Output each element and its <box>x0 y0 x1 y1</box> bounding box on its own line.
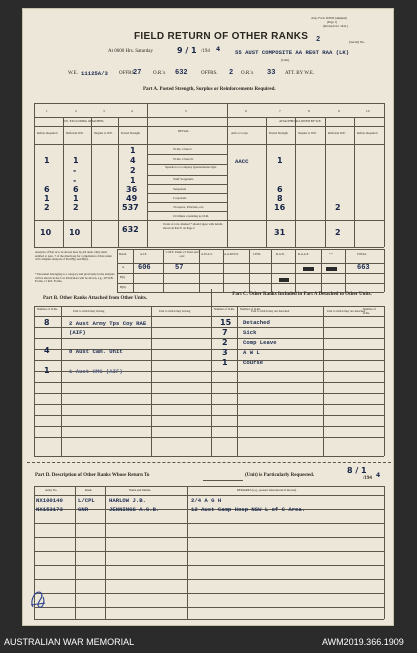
col-num-7: 7 <box>279 109 281 113</box>
analysis-row-label: B(i) <box>120 275 125 279</box>
row-value: - <box>73 176 77 185</box>
part-d-header: REMARKS (e.g., present whereabouts if known). <box>237 488 297 492</box>
analysis-row-label: B(ii) <box>120 285 126 289</box>
group-attached: ATTACHED ALLOWED BY W.E. <box>279 119 322 123</box>
row-value: 2 <box>130 166 136 175</box>
part-b-unit: 8 Aust Cam. Unit <box>69 348 123 355</box>
part-d-unit-label: (Unit) is Particularly Requested. <box>245 473 315 478</box>
part-d-remarks: 2/4 A G H <box>191 497 222 504</box>
row-value: 6 <box>73 185 79 194</box>
part-d-header: Name and Initials. <box>129 488 152 492</box>
analysis-header: Detail <box>119 252 127 256</box>
row-detail: Staff Sergeants <box>173 177 194 181</box>
row-value: 6 <box>277 185 283 194</box>
date-value: 9 / 1 <box>177 46 197 55</box>
analysis-aif: 606 <box>138 264 151 272</box>
row-value-total: 31 <box>274 228 286 237</box>
part-c-header: Number of O.Rs. <box>240 307 261 311</box>
redaction-mark <box>326 267 337 271</box>
ors-label: O.R.'s <box>153 71 166 76</box>
row-value: 1 <box>130 146 136 155</box>
part-c-num: 7 <box>222 328 228 337</box>
part-c-title: Part C. Other Ranks Included in Part A Detached to Other Units. <box>232 292 372 297</box>
part-c-header: Number of O.Rs. <box>363 307 377 315</box>
row-detail: Sergeants <box>173 187 187 191</box>
col-num-4: 4 <box>131 109 133 113</box>
row-value-total: 632 <box>122 225 139 234</box>
part-a-title: Part A. Posted Strength, Surplus or Reinforcements Required. <box>143 87 276 92</box>
sub-header-surplus-att: Surplus to W.E. <box>298 131 317 135</box>
perforation-line <box>27 462 391 463</box>
analysis-header: R.A.A.F. <box>298 252 309 256</box>
analysis-note: Analysis of Part A to be shown here by All units. Only units entitled to para. 7 of the directions for compilation of this return will complete analysis of Part B(i) and B(ii). <box>35 250 112 262</box>
offrs-label: OFFRS. <box>119 71 136 76</box>
part-c-num: 3 <box>222 348 228 357</box>
row-value-total: 10 <box>40 228 52 237</box>
part-b-header: Number of O.Rs. <box>37 307 58 311</box>
part-d-year-label: /194 <box>363 476 372 481</box>
part-c-unit: Comp Leave <box>243 339 277 346</box>
analysis-note-2: * Personnel belonging to a category and previously in the analysis will be shown in the Col. Particulars will be shown, e.g., 28 W.B. Forms, 11 R.E. Forms. <box>35 272 115 284</box>
group-we-excluding: W.E. EXCLUDING ATTACHED. <box>63 119 105 123</box>
part-c-unit: A W L <box>243 349 260 356</box>
row-value: 1 <box>73 156 79 165</box>
unit-value: 55 AUST COMPOSITE AA REGT RAA (LK) <box>235 49 350 56</box>
col-num-5: 5 <box>185 109 187 113</box>
part-c-unit: Detached <box>243 319 270 326</box>
row-value: 2 <box>73 203 79 212</box>
serial-label: (Serial) No. <box>349 40 366 44</box>
unit-label: (Unit) <box>281 58 290 62</box>
part-d-army-no: NX153173 <box>36 506 63 513</box>
part-d-header: Army No. <box>45 488 58 492</box>
sub-header-deficient: Deficient W.E. <box>66 131 84 135</box>
row-value-arm: AACC <box>235 158 249 165</box>
part-b-unit: 1 Aust HMC (AIF) <box>69 368 123 375</box>
row-detail: Troopers, Privates, etc. <box>173 205 205 209</box>
analysis-header: R.A.N. <box>276 252 285 256</box>
year-value: 4 <box>216 46 221 53</box>
signature-scribble <box>27 585 49 611</box>
part-c-num: 15 <box>220 318 232 327</box>
col-num-2: 2 <box>75 109 77 113</box>
row-value: 1 <box>130 176 136 185</box>
analysis-cmf: 57 <box>175 264 184 272</box>
row-value: 537 <box>122 203 139 212</box>
ors2-value: 33 <box>267 69 276 77</box>
sub-header-posted-att: Posted Strength <box>269 131 288 135</box>
col-num-3: 3 <box>103 109 105 113</box>
row-detail: Squadron or Company Quartermaster-Sgts. <box>165 165 217 169</box>
we-label: W.E. <box>68 71 78 76</box>
part-d-header: Rank. <box>85 488 93 492</box>
analysis-row-label: A <box>122 265 125 269</box>
form-page: (Page 1) <box>327 20 338 24</box>
part-b-num: 8 <box>44 318 50 327</box>
part-c-unit: Sick <box>243 329 257 336</box>
row-value: 1 <box>277 156 283 165</box>
part-d-name: JENNINGS A.G.B. <box>109 506 160 513</box>
row-value: 4 <box>130 156 136 165</box>
row-detail: W.Os. Class I. <box>173 147 193 151</box>
row-value: 6 <box>44 185 50 194</box>
form-id: Army Form W3009 (Adapted) <box>311 16 347 20</box>
row-value: 16 <box>274 203 286 212</box>
row-detail: W.Os. Class II. <box>173 157 194 161</box>
at-label: At 0600 Hrs. Saturday <box>108 49 153 54</box>
we-value: 11125A/3 <box>81 70 108 77</box>
part-d-remarks: 12 Aust Camp Hosp NSW L of C Area. <box>191 506 306 513</box>
sub-header-arm: Arm or Corps. <box>231 131 249 135</box>
col-num-10: 10 <box>366 109 370 113</box>
form-revised: (Revised Oct. 1941.) <box>323 24 348 28</box>
part-d-rank: GNR <box>78 506 89 513</box>
row-value: - <box>73 166 77 175</box>
row-value: 1 <box>44 194 50 203</box>
offrs2-value: 2 <box>229 69 234 77</box>
footer-archive-name: AUSTRALIAN WAR MEMORIAL <box>4 637 135 647</box>
analysis-header: TOTAL <box>357 252 367 256</box>
row-value: 1 <box>44 156 50 165</box>
redaction-mark <box>303 267 314 271</box>
analysis-header: * * <box>329 252 333 256</box>
row-detail-totals: Totals of cols. marked * should agree with details shown in Part E on Page 2 <box>163 222 223 230</box>
col-num-6: 6 <box>245 109 247 113</box>
offrs2-label: OFFRS. <box>201 71 218 76</box>
year-label: /194 <box>201 49 210 54</box>
part-b-num: 1 <box>44 366 50 375</box>
document-page <box>22 8 394 626</box>
analysis-header: A.W.A.S. <box>201 252 213 256</box>
part-b-unit: 2 Aust Army Tps Coy RAE (AIF) <box>69 320 147 336</box>
sub-header-posted: Posted Strength <box>121 131 140 135</box>
row-value: 1 <box>73 194 79 203</box>
row-value: 49 <box>126 194 138 203</box>
serial-value: 2 <box>316 36 321 44</box>
row-value: 2 <box>335 203 341 212</box>
part-c-num: 2 <box>222 338 228 347</box>
part-b-header: Unit to which they belong <box>73 309 105 313</box>
offrs-value: 27 <box>133 69 142 77</box>
att-label: ATT. BY W.E. <box>285 71 315 76</box>
part-d-rank: L/CPL <box>78 497 95 504</box>
row-value: 36 <box>126 185 138 194</box>
col-num-8: 8 <box>308 109 310 113</box>
ors-value: 632 <box>175 69 188 77</box>
analysis-header: CIVIL <box>253 252 261 256</box>
row-value-total: 2 <box>335 228 341 237</box>
analysis-total: 663 <box>357 264 370 272</box>
analysis-header: C.M.F. Under 21 Years and over <box>165 250 199 258</box>
col-num-9: 9 <box>338 109 340 113</box>
redaction-mark <box>279 278 289 282</box>
part-d-army-no: NX100140 <box>36 497 63 504</box>
sub-header-refnts: Refnts. Required <box>37 131 58 135</box>
part-d-name: HARLOW J.B. <box>109 497 146 504</box>
sub-header-surplus: Surplus to W.E. <box>94 131 113 135</box>
row-detail: Corporals <box>173 196 187 200</box>
row-value-total: 10 <box>69 228 81 237</box>
part-b-header: Number of O.Rs. <box>214 307 235 311</box>
ors2-label: O.R.'s <box>241 71 254 76</box>
part-b-header: Unit to which they belong <box>159 309 191 313</box>
row-detail: Civilians counting as O.R. <box>173 214 209 218</box>
part-d-date: 8 / 1 <box>347 466 367 475</box>
analysis-header: A.A.M.W.S. <box>224 252 239 256</box>
part-c-header: Unit to which they are detached <box>251 309 290 313</box>
page-title: FIELD RETURN OF OTHER RANKS <box>134 31 309 42</box>
part-d-title: Part D. Description of Other Ranks Whose Return To <box>35 473 150 478</box>
sub-header-deficient-att: Deficient W.E. <box>328 131 346 135</box>
analysis-header: A.I.F. <box>140 252 147 256</box>
sub-header-refnts-att: Refnts. Required <box>357 131 378 135</box>
col-num-1: 1 <box>46 109 48 113</box>
part-c-unit: Course <box>243 359 264 366</box>
part-c-header: Unit to which they are detached <box>327 309 366 313</box>
row-value: 2 <box>44 203 50 212</box>
part-d-year: 4 <box>376 472 381 479</box>
detail-header: DETAIL. <box>178 129 190 133</box>
footer-accession-id: AWM2019.366.1909 <box>322 637 404 647</box>
part-b-title: Part B. Other Ranks Attached from Other Units. <box>43 296 148 301</box>
part-b-num: 4 <box>44 346 50 355</box>
row-value: 8 <box>277 194 283 203</box>
part-c-num: 1 <box>222 358 228 367</box>
